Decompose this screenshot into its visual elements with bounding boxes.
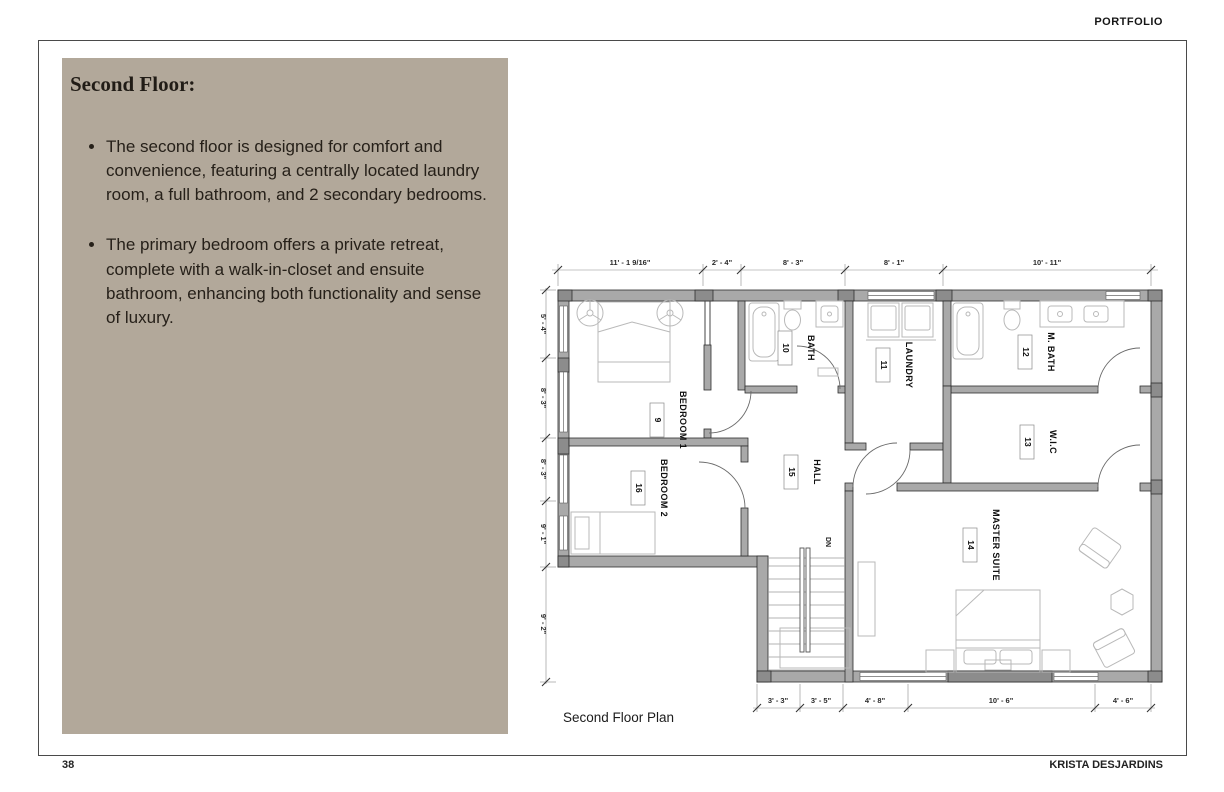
dim-label: 3' - 3" bbox=[767, 696, 789, 705]
room-number: 13 bbox=[1023, 437, 1033, 447]
sink-icon bbox=[816, 301, 843, 327]
bedroom1-fixtures bbox=[577, 300, 683, 382]
ceiling-fan-icon bbox=[577, 300, 603, 326]
room-label-bath bbox=[778, 331, 816, 365]
dim-label: 8' - 3" bbox=[782, 258, 804, 267]
dim-label: 8' - 3" bbox=[539, 387, 548, 409]
room-name: LAUNDRY bbox=[904, 341, 914, 389]
dim-label: 2' - 4" bbox=[711, 258, 733, 267]
dim-label: 10' - 6" bbox=[988, 696, 1014, 705]
floor-plan-svg bbox=[528, 248, 1178, 720]
room-number: 14 bbox=[966, 540, 976, 550]
dim-label: 8' - 3" bbox=[539, 458, 548, 480]
room-number: 12 bbox=[1021, 347, 1031, 357]
bedroom2-fixtures bbox=[571, 512, 655, 554]
toilet-icon bbox=[1004, 301, 1020, 330]
room-number: 10 bbox=[781, 343, 791, 353]
bed-icon bbox=[571, 512, 655, 554]
room-name: W.I.C bbox=[1048, 430, 1058, 454]
dim-label: 9' - 1" bbox=[539, 523, 548, 545]
bullet-list bbox=[62, 135, 508, 330]
text-panel bbox=[62, 58, 508, 734]
nightstand-icon bbox=[1042, 650, 1070, 672]
room-number: 11 bbox=[879, 360, 889, 370]
bath-fixtures bbox=[749, 301, 843, 376]
dim-label: 8' - 1" bbox=[883, 258, 905, 267]
dresser-icon bbox=[858, 562, 875, 636]
room-label-wic bbox=[1020, 425, 1058, 459]
laundry-fixtures bbox=[866, 303, 936, 340]
dim-label: 5' - 4" bbox=[539, 313, 548, 335]
bed-icon bbox=[956, 590, 1040, 672]
room-label-bedroom2 bbox=[631, 459, 669, 517]
room-label-laundry bbox=[876, 342, 914, 388]
page-number: 38 bbox=[62, 759, 75, 771]
room-name: BEDROOM 2 bbox=[659, 458, 669, 518]
vanity-icon bbox=[1040, 301, 1124, 327]
plan-caption: Second Floor Plan bbox=[563, 710, 675, 725]
bullet-item: • The primary bedroom offers a private retreat, complete with a walk-in-closet and ensuite bathroom, enhancing both functionality and sense of luxury. bbox=[106, 233, 494, 330]
stairs-direction-label: DN bbox=[824, 536, 831, 548]
chair-icon bbox=[1092, 628, 1135, 669]
room-label-mbath bbox=[1018, 332, 1056, 372]
dimensions-top bbox=[552, 258, 1158, 286]
room-number: 16 bbox=[634, 483, 644, 493]
bathtub-icon bbox=[749, 303, 779, 361]
washer-icon bbox=[868, 303, 899, 337]
room-number: 9 bbox=[653, 417, 663, 423]
table-icon bbox=[1111, 589, 1133, 615]
bed-icon bbox=[598, 302, 670, 382]
dimensions-left bbox=[539, 286, 556, 686]
dim-label: 3' - 5" bbox=[810, 696, 832, 705]
room-name: M. BATH bbox=[1046, 332, 1056, 372]
dim-label: 4' - 8" bbox=[864, 696, 886, 705]
room-label-hall bbox=[784, 455, 822, 489]
interior-walls bbox=[569, 301, 1151, 682]
room-name: BEDROOM 1 bbox=[678, 390, 688, 450]
nightstand-icon bbox=[926, 650, 954, 672]
room-number: 15 bbox=[787, 467, 797, 477]
bathtub-icon bbox=[953, 303, 983, 359]
stair-rail bbox=[800, 548, 810, 652]
stairs bbox=[768, 537, 850, 670]
room-label-master bbox=[963, 509, 1001, 581]
bullet-item: • The second floor is designed for comfort and convenience, featuring a centrally located laundry room, a full bathroom, and 2 secondary bedrooms. bbox=[106, 135, 494, 207]
toilet-icon bbox=[784, 301, 801, 330]
room-name: BATH bbox=[806, 335, 816, 361]
room-name: HALL bbox=[812, 459, 822, 485]
dryer-icon bbox=[902, 303, 933, 337]
footer-author: KRISTA DESJARDINS bbox=[1049, 759, 1163, 771]
room-name: MASTER SUITE bbox=[991, 509, 1001, 581]
dim-label: 10' - 11" bbox=[1032, 258, 1062, 267]
dim-label: 4' - 6" bbox=[1112, 696, 1134, 705]
dimensions-bottom bbox=[753, 684, 1155, 712]
dim-label: 11' - 1 9/16" bbox=[609, 258, 651, 267]
page-header-label: PORTFOLIO bbox=[1094, 16, 1163, 28]
chair-icon bbox=[1078, 527, 1122, 569]
master-bath-fixtures bbox=[953, 301, 1124, 359]
panel-title: Second Floor: bbox=[70, 72, 196, 96]
dim-label: 9' - 2" bbox=[539, 613, 548, 635]
